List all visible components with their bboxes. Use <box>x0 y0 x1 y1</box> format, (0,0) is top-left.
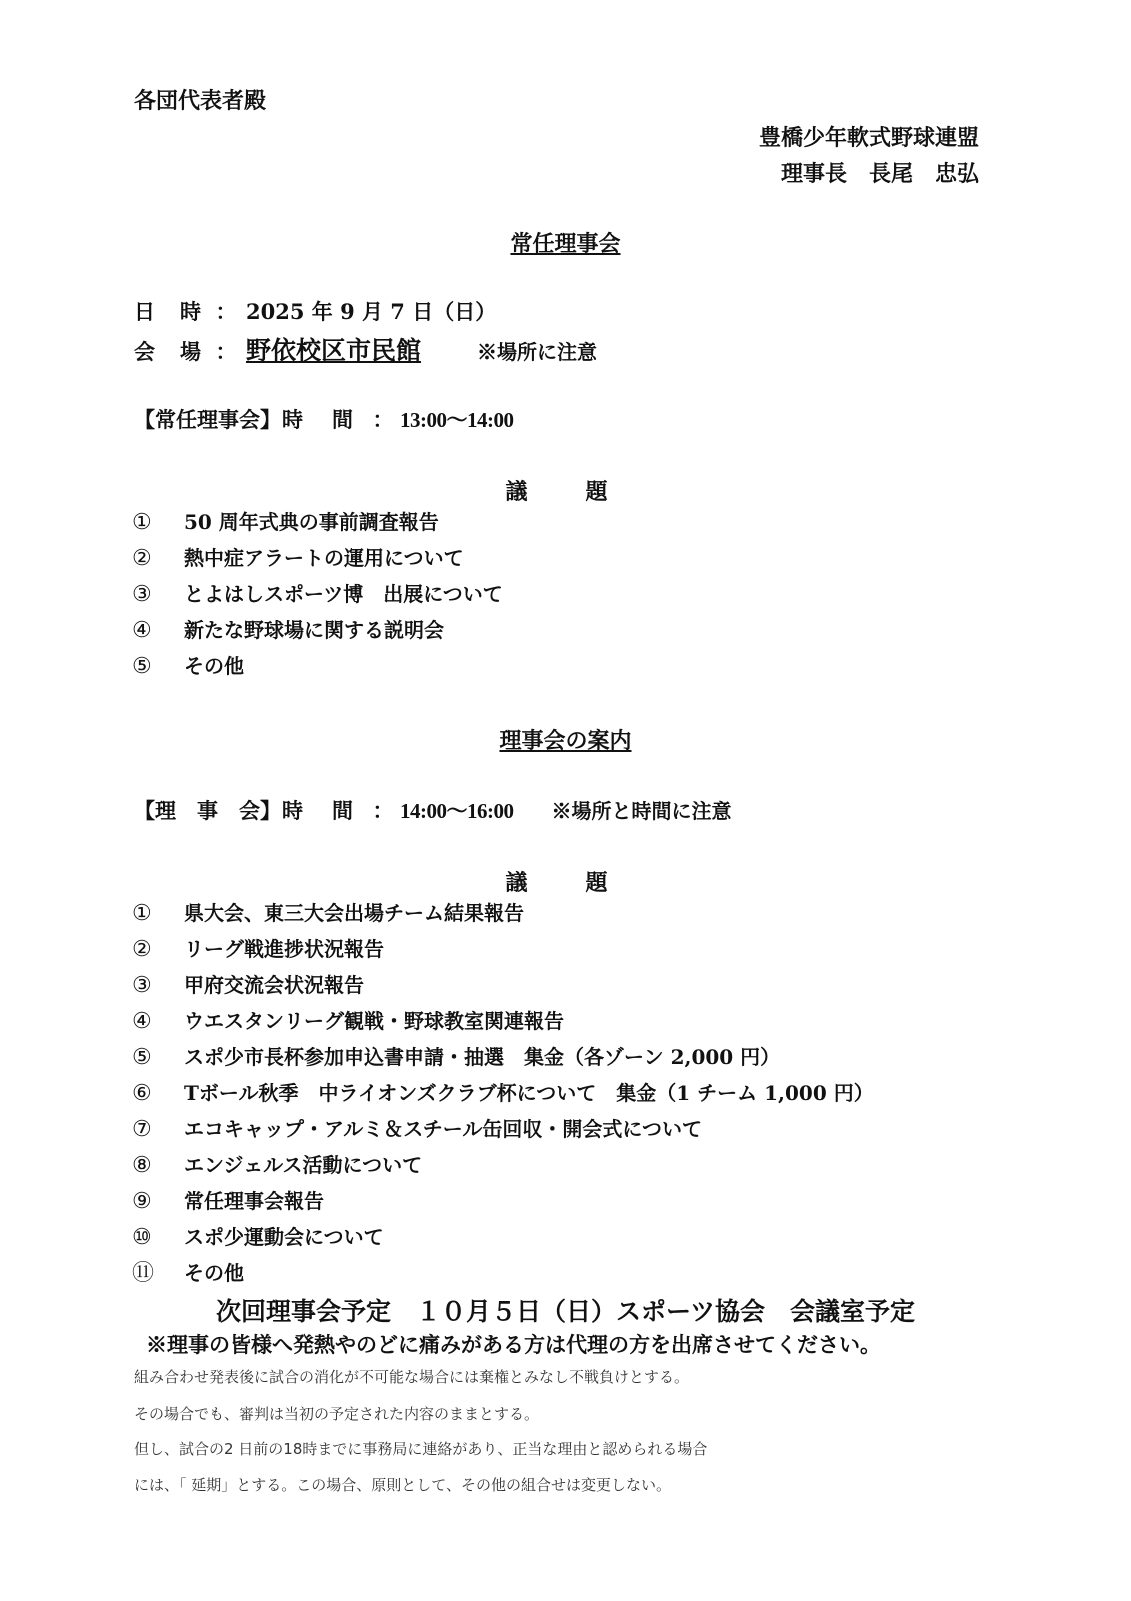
next-meeting: 次回理事会予定 １０月５日（日）スポーツ協会 会議室予定 <box>215 1297 915 1326</box>
agenda2-item: ⑦ エコキャップ・アルミ＆スチール缶回収・開会式について <box>132 1117 702 1142</box>
agenda2-item: ③ 甲府交流会状況報告 <box>132 973 364 998</box>
session2-tag: 【理 事 会】 <box>134 798 281 823</box>
agenda1-item: ② 熱中症アラートの運用について <box>132 546 464 571</box>
addressee: 各団代表者殿 <box>134 88 267 114</box>
agenda1-list <box>132 504 503 684</box>
agenda1-item: ④ 新たな野球場に関する説明会 <box>132 618 444 643</box>
venue-label: 会 場 <box>134 339 203 364</box>
title-standing-board: 常任理事会 <box>510 231 621 257</box>
venue-row: 会 場 ： 野依校区市民館 ※場所に注意 <box>134 336 598 365</box>
session1-time: 13:00～14:00 <box>400 408 514 432</box>
agenda2-item: ⑨ 常任理事会報告 <box>132 1189 324 1214</box>
session2-row: 【理 事 会】時 間 ： 14:00～16:00 ※場所と時間に注意 <box>134 795 732 825</box>
agenda2-item: ④ ウエスタンリーグ観戦・野球教室関連報告 <box>132 1009 564 1034</box>
session2-note: ※場所と時間に注意 <box>551 799 732 823</box>
rule-line: 但し、試合の2 日前の18時までに事務局に連絡があり、正当な理由と認められる場合 <box>134 1440 708 1458</box>
agenda1-heading: 議 題 <box>505 479 626 505</box>
agenda1-item: ① 50 周年式典の事前調査報告 <box>132 510 439 535</box>
agenda1-item: ⑤ その他 <box>132 654 244 679</box>
session1-time-label: 時 間 <box>282 407 357 432</box>
session1-row: 【常任理事会】時 間 ： 13:00～14:00 <box>134 404 514 434</box>
date-value: 2025 年 9 月 7 日（日） <box>246 299 497 324</box>
agenda2-item: ② リーグ戦進捗状況報告 <box>132 937 384 962</box>
agenda2-item: ⑩ スポ少運動会について <box>132 1225 384 1250</box>
agenda2-item: ⑤ スポ少市長杯参加申込書申請・抽選 集金（各ゾーン 2,000 円） <box>132 1045 781 1070</box>
title-board-guide: 理事会の案内 <box>499 728 632 754</box>
rule-line: その場合でも、審判は当初の予定された内容のままとする。 <box>134 1405 540 1423</box>
session2-time: 14:00～16:00 <box>400 799 514 823</box>
session2-time-label: 時 間 <box>282 798 357 823</box>
agenda2-item: ⑥ Tボール秋季 中ライオンズクラブ杯について 集金（1 チーム 1,000 円） <box>132 1081 874 1106</box>
date-label: 日 時 <box>134 299 203 324</box>
sender-org: 豊橋少年軟式野球連盟 <box>758 125 979 151</box>
agenda2-item: ⑧ エンジェルス活動について <box>132 1153 423 1178</box>
agenda2-list <box>132 895 874 1291</box>
sender-chair: 理事長 長尾 忠弘 <box>780 161 979 187</box>
rule-line: 組み合わせ発表後に試合の消化が不可能な場合には棄権とみなし不戦負けとする。 <box>134 1368 690 1386</box>
agenda1-item: ③ とよはしスポーツ博 出展について <box>132 582 503 607</box>
session1-tag: 【常任理事会】 <box>134 407 281 432</box>
health-warning: ※理事の皆様へ発熱やのどに痛みがある方は代理の方を出席させてください。 <box>146 1332 881 1357</box>
agenda2-heading: 議 題 <box>505 870 626 896</box>
agenda2-item: ⑪ その他 <box>132 1261 244 1286</box>
rule-line: には、「 延期」とする。この場合、原則として、その他の組合せは変更しない。 <box>134 1476 671 1494</box>
venue-value: 野依校区市民館 <box>246 336 422 365</box>
date-row: 日 時 ： 2025 年 9 月 7 日（日） <box>134 296 496 326</box>
venue-note: ※場所に注意 <box>477 340 598 364</box>
agenda2-item: ① 県大会、東三大会出場チーム結果報告 <box>132 901 524 926</box>
